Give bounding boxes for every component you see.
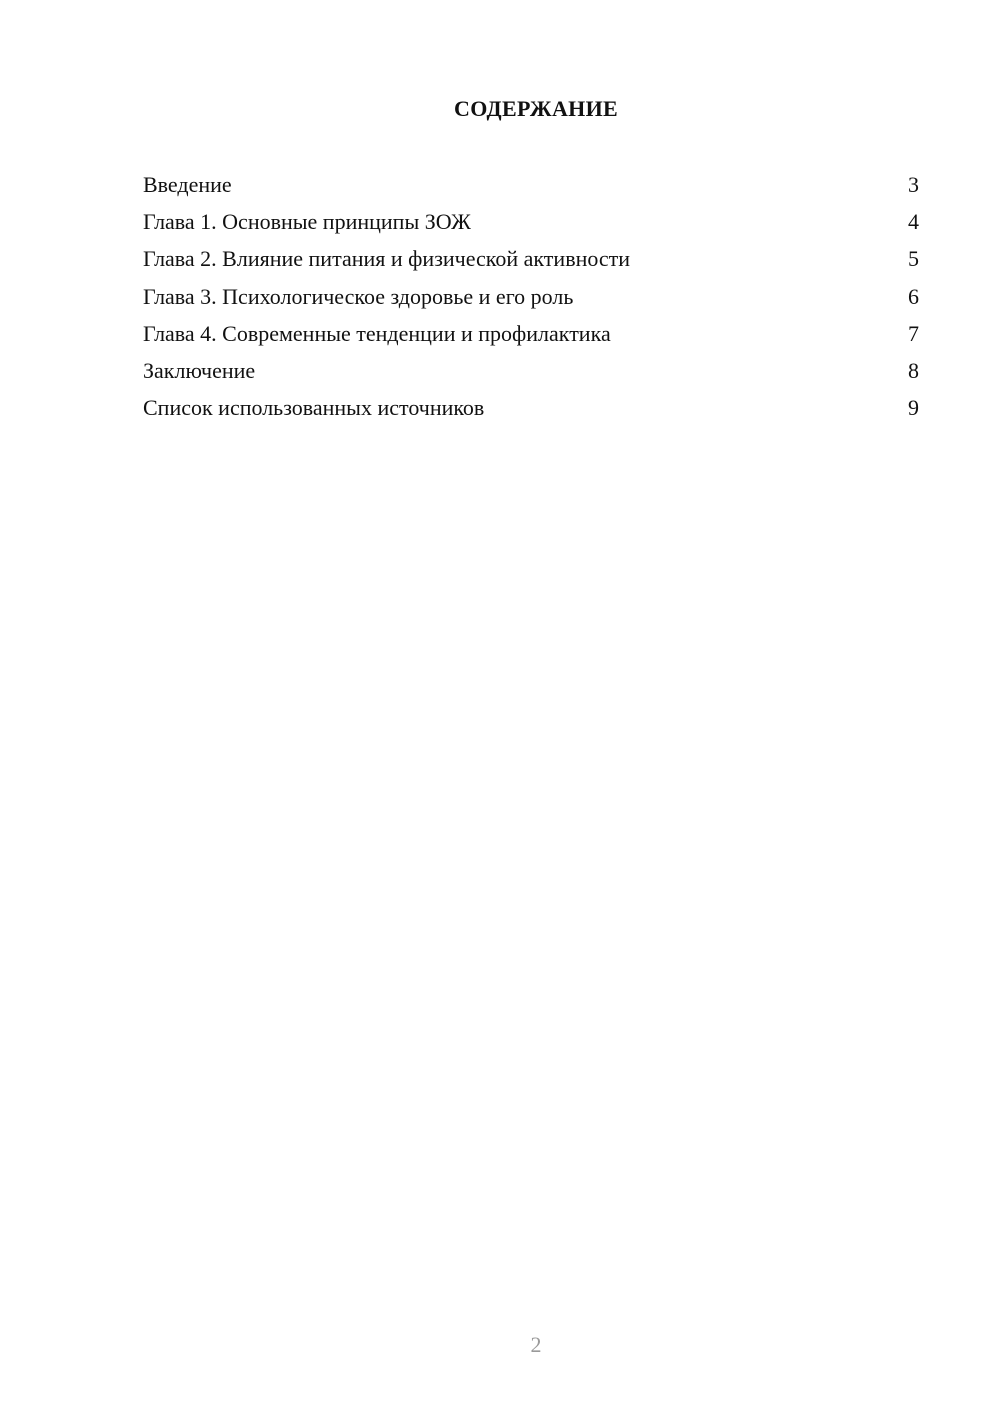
toc-entry-page: 9 — [908, 395, 919, 421]
toc-entry-label: Введение — [143, 172, 232, 197]
toc-entry-chapter-4 — [143, 315, 919, 352]
toc-entry-label: Глава 3. Психологическое здоровье и его роль — [143, 283, 574, 309]
toc-entry-page: 8 — [908, 357, 919, 383]
toc-entry-conclusion — [143, 352, 919, 389]
toc-title: СОДЕРЖАНИЕ — [454, 96, 618, 121]
toc-entry-page: 6 — [908, 283, 919, 309]
toc-entry-label: Список использованных источников — [143, 395, 485, 421]
toc-entry-page: 7 — [908, 320, 919, 346]
table-of-contents — [143, 166, 919, 426]
toc-entry-page: 3 — [908, 172, 919, 197]
toc-entry-label: Глава 4. Современные тенденции и профилактика — [143, 320, 611, 346]
toc-entry-label: Глава 2. Влияние питания и физической активности — [143, 246, 631, 272]
toc-entry-references — [143, 389, 919, 426]
toc-entry-chapter-2 — [143, 240, 919, 277]
toc-entry-introduction — [143, 166, 919, 203]
toc-entry-page: 4 — [908, 209, 919, 235]
page-number: 2 — [530, 1332, 542, 1357]
toc-entry-page: 5 — [908, 246, 919, 272]
toc-entry-chapter-3 — [143, 278, 919, 315]
toc-entry-label: Глава 1. Основные принципы ЗОЖ — [143, 209, 471, 235]
toc-entry-label: Заключение — [143, 357, 256, 383]
toc-entry-chapter-1 — [143, 203, 919, 240]
